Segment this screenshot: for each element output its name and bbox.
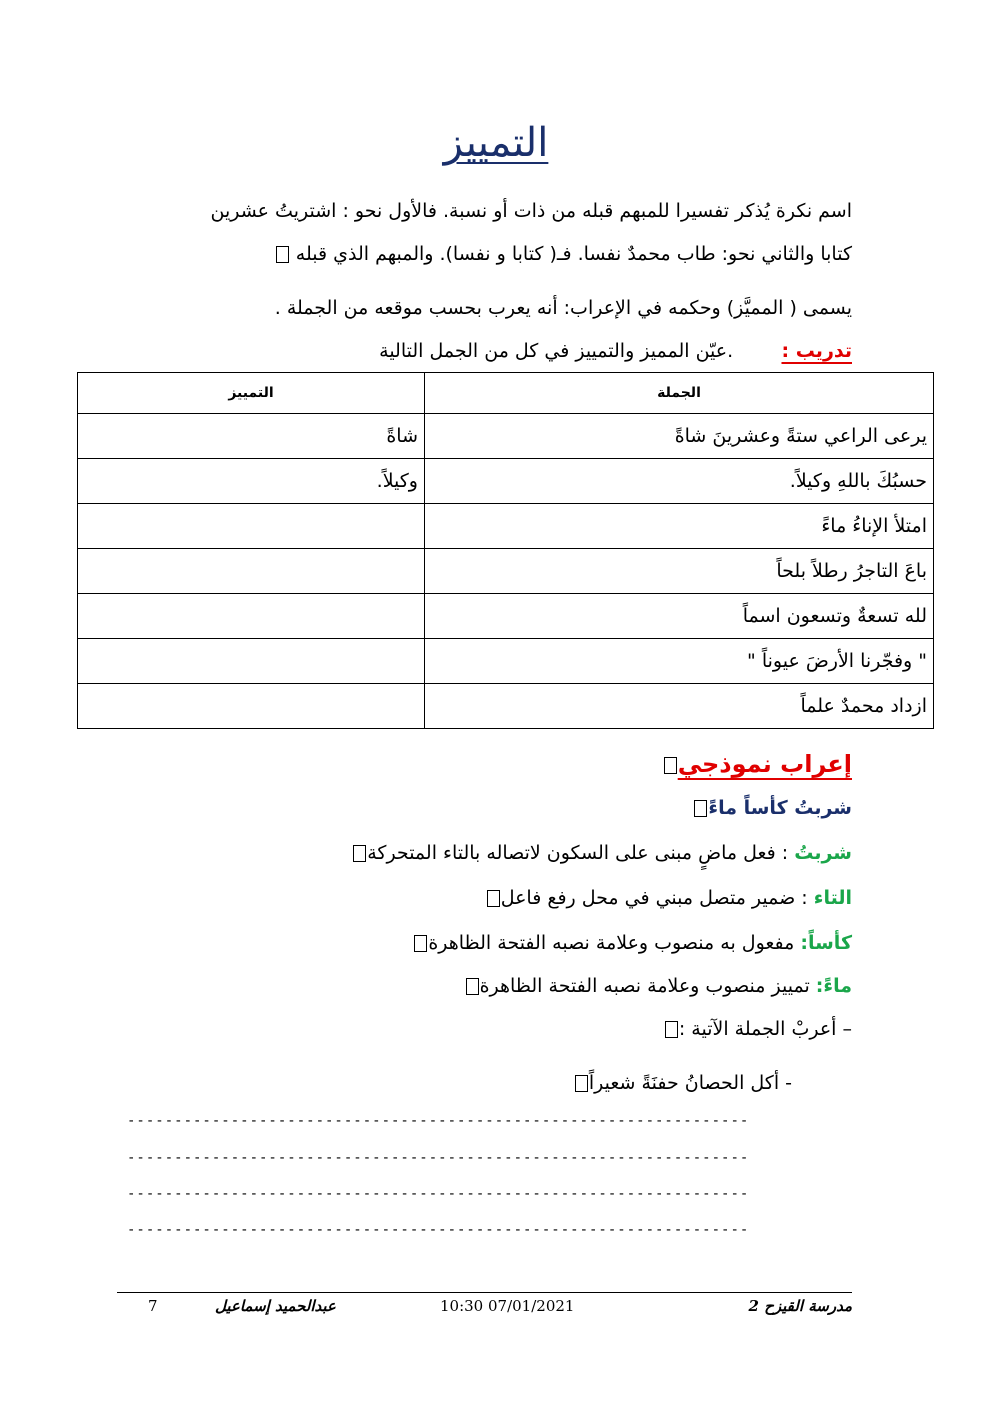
model-item-3: كأساً: مفعول به منصوب وعلامة نصبه الفتحة الظاهرة: [413, 932, 852, 954]
page-title: التمييز: [443, 120, 549, 166]
sentence-cell: لله تسعةٌ وتسعون اسماً: [425, 594, 934, 639]
model-item-4: ماءً: تمييز منصوب وعلامة نصبه الفتحة الظاهرة: [465, 975, 852, 997]
exercise-sentence: - أكل الحصانُ حفنَةً شعيراً: [574, 1072, 792, 1094]
model-item-1: شربتُ : فعل ماضٍ مبنى على السكون لاتصاله بالتاء المتحركة: [352, 842, 852, 864]
sentence-cell: ازداد محمدٌ علماً: [425, 684, 934, 729]
footer-datetime: 10:30 07/01/2021: [440, 1297, 575, 1315]
answer-line[interactable]: ------------------------------------------------------------------: [127, 1150, 750, 1166]
training-label: تدريب :: [781, 340, 852, 362]
sentence-cell: يرعى الراعي ستةً وعشرينَ شاةً: [425, 414, 934, 459]
placeholder-glyph-icon: [466, 978, 479, 995]
exercise-prompt: – أعربْ الجملة الآتية :: [664, 1018, 852, 1040]
definition-line-3: يسمى ( المميَّز) وحكمه في الإعراب: أنه يعرب بحسب موقعه من الجملة .: [274, 297, 852, 319]
placeholder-glyph-icon: [694, 800, 707, 817]
definition-line-2: كتابا والثاني نحو: طاب محمدٌ نفسا. فـ( كتابا و نفسا). والمبهم الذي قبله: [132, 243, 852, 265]
table-row: [78, 594, 934, 639]
footer-divider: [117, 1292, 852, 1293]
tamyeez-cell[interactable]: [78, 639, 425, 684]
sentence-cell: " وفجّرنا الأرضَ عيوناً ": [425, 639, 934, 684]
sentence-cell: امتلأ الإناءُ ماءً: [425, 504, 934, 549]
footer-author: عبدالحميد إسماعيل: [215, 1297, 336, 1315]
definition-line-1: اسم نكرة يُذكر تفسيرا للمبهم قبله من ذات أو نسبة. فالأول نحو : اشتريتُ عشرين: [210, 200, 852, 222]
table-row: [78, 684, 934, 729]
page-number: 7: [148, 1297, 158, 1315]
table-row: [78, 414, 934, 459]
table-header-row: [78, 373, 934, 414]
training-line: [379, 340, 852, 362]
tamyeez-cell[interactable]: شاةً: [78, 414, 425, 459]
tamyeez-cell[interactable]: [78, 594, 425, 639]
placeholder-glyph-icon: [665, 1021, 678, 1038]
answer-line[interactable]: ------------------------------------------------------------------: [127, 1113, 750, 1129]
tamyeez-cell[interactable]: [78, 684, 425, 729]
tamyeez-cell[interactable]: [78, 549, 425, 594]
header-sentence: الجملة: [425, 373, 934, 414]
answer-line[interactable]: ------------------------------------------------------------------: [127, 1222, 750, 1238]
model-heading: إعراب نموذجي: [663, 750, 852, 778]
sentence-cell: باعَ التاجرُ رطلاً بلحاً: [425, 549, 934, 594]
placeholder-glyph-icon: [575, 1075, 588, 1092]
sentence-cell: حسبُكَ باللهِ وكيلاً.: [425, 459, 934, 504]
training-instruction: .عيّن المميز والتمييز في كل من الجمل التالية: [379, 340, 734, 362]
table-row: [78, 459, 934, 504]
table-row: [78, 504, 934, 549]
placeholder-glyph-icon: [487, 890, 500, 907]
placeholder-glyph-icon: [414, 935, 427, 952]
footer-school: مدرسة القيزح 2: [748, 1297, 852, 1315]
placeholder-glyph-icon: [276, 246, 289, 263]
tamyeez-cell[interactable]: [78, 504, 425, 549]
exercise-table: [77, 372, 934, 729]
tamyeez-cell[interactable]: وكيلاً.: [78, 459, 425, 504]
header-tamyeez: التمييز: [78, 373, 425, 414]
model-example: شربتُ كأساً ماءً: [693, 797, 852, 819]
answer-line[interactable]: ------------------------------------------------------------------: [127, 1186, 750, 1202]
table-row: [78, 639, 934, 684]
placeholder-glyph-icon: [353, 845, 366, 862]
placeholder-glyph-icon: [664, 757, 677, 774]
table-row: [78, 549, 934, 594]
model-item-2: التاء : ضمير متصل مبني في محل رفع فاعل: [486, 887, 852, 909]
